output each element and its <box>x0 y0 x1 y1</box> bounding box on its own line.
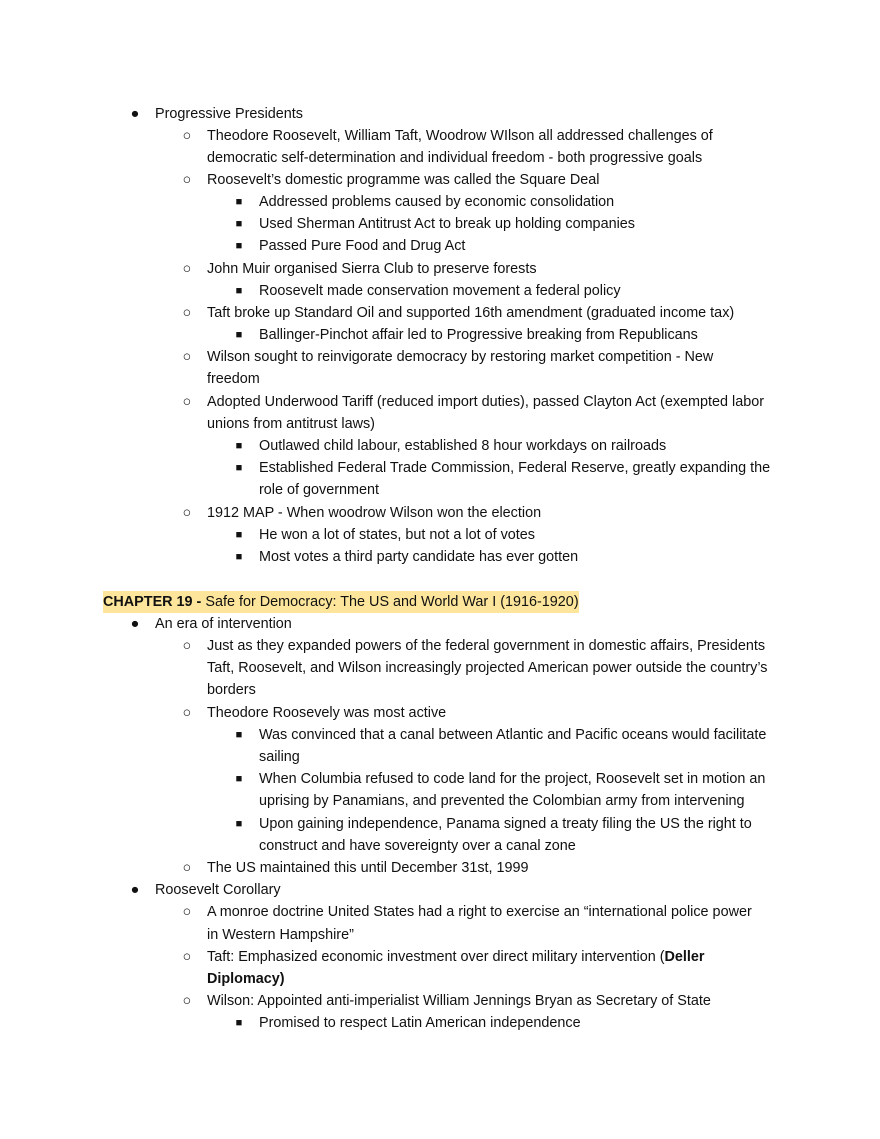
list-item: Ballinger-Pinchot affair led to Progressive breaking from Republicans <box>259 327 698 343</box>
list-item: Wilson sought to reinvigorate democracy by restoring market competition - New <box>207 349 714 365</box>
bullet-square: ■ <box>235 329 243 341</box>
list-item: Just as they expanded powers of the federal government in domestic affairs, Presidents <box>207 638 766 654</box>
bullet-square: ■ <box>235 285 243 297</box>
bullet-square: ■ <box>235 440 243 452</box>
list-item: Roosevelt’s domestic programme was called the Square Deal <box>207 172 600 188</box>
list-item: Used Sherman Antitrust Act to break up holding companies <box>259 216 635 232</box>
list-item-continued: borders <box>207 682 256 698</box>
bullet-circle: ○ <box>182 505 192 521</box>
bullet-square: ■ <box>235 196 243 208</box>
bullet-circle: ○ <box>182 172 192 188</box>
list-item: Passed Pure Food and Drug Act <box>259 238 466 254</box>
list-item: The US maintained this until December 31st, 1999 <box>207 860 529 876</box>
list-item: Most votes a third party candidate has ever gotten <box>259 549 579 565</box>
bullet-disc: ● <box>130 882 140 898</box>
list-item: Addressed problems caused by economic consolidation <box>259 194 615 210</box>
list-item: He won a lot of states, but not a lot of votes <box>259 527 535 543</box>
list-heading: An era of intervention <box>155 616 292 632</box>
list-item: 1912 MAP - When woodrow Wilson won the election <box>207 505 542 521</box>
bullet-circle: ○ <box>182 993 192 1009</box>
bullet-square: ■ <box>235 529 243 541</box>
list-item: John Muir organised Sierra Club to preserve forests <box>207 261 537 277</box>
list-item: Taft broke up Standard Oil and supported 16th amendment (graduated income tax) <box>207 305 735 321</box>
list-item: Theodore Roosevelt, William Taft, Woodrow WIlson all addressed challenges of <box>207 128 713 144</box>
list-item-continued: construct and have sovereignty over a canal zone <box>259 838 576 854</box>
bold-term: Deller <box>664 949 705 965</box>
bullet-circle: ○ <box>182 305 192 321</box>
list-item: Wilson: Appointed anti-imperialist William Jennings Bryan as Secretary of State <box>207 993 711 1009</box>
chapter-title: Safe for Democracy: The US and World War I (1916-1920) <box>201 594 579 610</box>
list-item-continued: role of government <box>259 482 379 498</box>
bullet-square: ■ <box>235 773 243 785</box>
list-item: Outlawed child labour, established 8 hour workdays on railroads <box>259 438 667 454</box>
bullet-circle: ○ <box>182 904 192 920</box>
list-item: Roosevelt made conservation movement a federal policy <box>259 283 621 299</box>
list-item-continued: democratic self-determination and individual freedom - both progressive goals <box>207 150 703 166</box>
list-item-continued: sailing <box>259 749 300 765</box>
bold-term-continued: Diplomacy) <box>207 971 285 987</box>
bullet-square: ■ <box>235 729 243 741</box>
bullet-circle: ○ <box>182 128 192 144</box>
bullet-disc: ● <box>130 616 140 632</box>
list-item: Adopted Underwood Tariff (reduced import duties), passed Clayton Act (exempted labor <box>207 394 765 410</box>
list-heading: Roosevelt Corollary <box>155 882 281 898</box>
list-item: Promised to respect Latin American independence <box>259 1015 581 1031</box>
bullet-circle: ○ <box>182 349 192 365</box>
list-item-continued: uprising by Panamians, and prevented the Colombian army from intervening <box>259 793 745 809</box>
bullet-disc: ● <box>130 106 140 122</box>
list-item-continued: in Western Hampshire” <box>207 927 354 943</box>
list-item-continued: unions from antitrust laws) <box>207 416 375 432</box>
bullet-square: ■ <box>235 1017 243 1029</box>
bullet-square: ■ <box>235 551 243 563</box>
list-item-continued: freedom <box>207 371 260 387</box>
bullet-square: ■ <box>235 462 243 474</box>
bullet-circle: ○ <box>182 949 192 965</box>
bullet-circle: ○ <box>182 638 192 654</box>
list-item: Theodore Roosevely was most active <box>207 705 447 721</box>
list-item-text: Taft: Emphasized economic investment over direct military intervention ( <box>207 949 665 965</box>
bullet-circle: ○ <box>182 705 192 721</box>
list-item: Established Federal Trade Commission, Federal Reserve, greatly expanding the <box>259 460 771 476</box>
list-heading: Progressive Presidents <box>155 106 303 122</box>
bullet-circle: ○ <box>182 261 192 277</box>
bullet-square: ■ <box>235 218 243 230</box>
bullet-circle: ○ <box>182 860 192 876</box>
list-item: Upon gaining independence, Panama signed a treaty filing the US the right to <box>259 816 752 832</box>
list-item <box>207 946 705 968</box>
chapter-label: CHAPTER 19 - <box>103 594 202 610</box>
list-item: Was convinced that a canal between Atlantic and Pacific oceans would facilitate <box>259 727 767 743</box>
list-item: A monroe doctrine United States had a right to exercise an “international police power <box>207 904 752 920</box>
bullet-square: ■ <box>235 818 243 830</box>
bullet-square: ■ <box>235 240 243 252</box>
bullet-circle: ○ <box>182 394 192 410</box>
chapter-heading <box>103 591 579 613</box>
list-item-continued: Taft, Roosevelt, and Wilson increasingly projected American power outside the country’s <box>207 660 768 676</box>
list-item: When Columbia refused to code land for the project, Roosevelt set in motion an <box>259 771 766 787</box>
